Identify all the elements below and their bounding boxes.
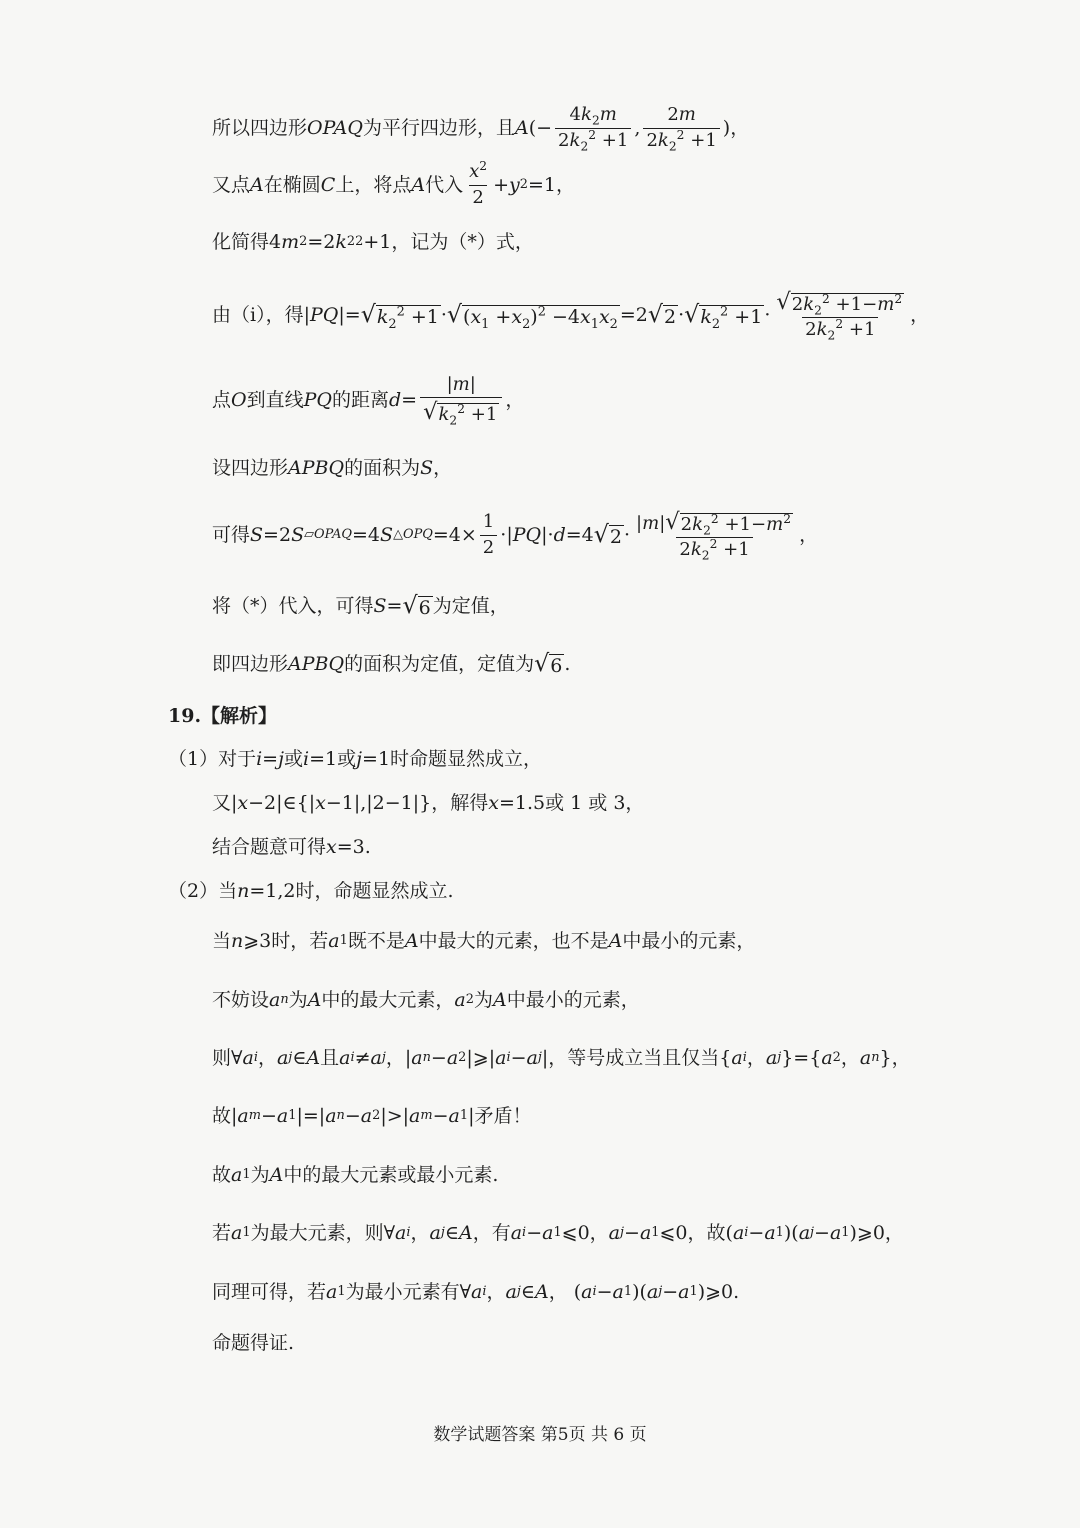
question-19-heading: 19.【解析】 [168,704,278,727]
line-substitute: 将（*）代入，可得 S = √ 6 为定值， [212,591,509,620]
line-conclusion: 即四边形 APBQ 的面积为定值，定值为 √ 6 . [212,649,571,678]
part-1-line-1: （1）对于 i = j 或 i =1 或 j =1 时命题显然成立， [168,747,543,770]
part-1-line-3: 结合题意可得 x =3. [212,835,371,858]
line-ellipse: 又点 A 在椭圆 C 上，将点 A 代入 $\frac{x^2}{2}$ + y 2 =1， [212,159,575,208]
part-2-line-5: 故 | a m − a 1 |=| a n − a 2 |>| a m − a 1 | 矛盾！ [212,1104,532,1127]
line-parallelogram: 所以四边形 OPAQ 为平行四边形，且 A (− $\frac{4k_2m}{2k_2^2 +1}$ , $\frac{2m}{2k_2^2 +1}$ )， [212,104,750,154]
part-2-line-9: 命题得证. [212,1331,295,1354]
line-distance: 点 O 到直线 PQ 的距离 d = |m| √ $k_2^2 +1$ ， [212,374,525,428]
part-2-line-1: （2）当 n =1,2 时，命题显然成立. [168,879,454,902]
line-area-formula: 可得 S =2 S ▱OPAQ =4 S △OPQ =4× $\frac{1}{2}$ ·| PQ |· d =4 √ 2 · |m| √ $2k_2^2 +1-m^2$ $2k_2^2 +1$ ， [212,509,819,563]
part-1-line-2: 又 | x −2|∈{| x −1|,|2−1|} ，解得 x =1.5 或 1 或 3， [212,791,645,814]
part-2-line-8: 同理可得，若 a 1 为最小元素有 ∀ a i ， a j ∈ A ， ( a i − a 1 )( a j − a 1 )⩾0. [212,1280,740,1303]
line-area-def: 设四边形 APBQ 的面积为 S ， [212,456,453,479]
page-footer: 数学试题答案 第5页 共 6 页 [433,1425,647,1445]
part-2-line-6: 故 a 1 为 A 中的最大元素或最小元素. [212,1163,499,1186]
part-2-line-4: 则 ∀ a i ， a j ∈ A 且 a i ≠ a j ，| a n − a 2 |⩾| a i − a j | ，等号成立当且仅当 { a i ， a j }={ a 2 ， a n }， [212,1046,911,1069]
part-2-line-2: 当 n ⩾3 时，若 a 1 既不是 A 中最大的元素，也不是 A 中最小的元素， [212,929,756,952]
part-2-line-7: 若 a 1 为最大元素，则 ∀ a i ， a j ∈ A ， 有 a i − a 1 ⩽0， a j − a 1 ⩽0 ，故 ( a i − a 1 )( a j − a 1 )⩾0， [212,1221,904,1244]
part-2-line-3: 不妨设 a n 为 A 中的最大元素， a 2 为 A 中最小的元素， [212,988,640,1011]
line-simplify: 化简得 4 m 2 =2 k 2 2 +1 ，记为（*）式， [212,230,534,253]
line-pq-length: 由（i），得 | PQ |= √ $k_2^2 +1$ · √ $(x_1 +x_2)^2 -4x_1x_2$ =2 √ 2 · √ $k_2^2 +1$ · √ $2k_2^2 +1-m^2$ $2k_2^2 +1$ ， [212,289,930,343]
